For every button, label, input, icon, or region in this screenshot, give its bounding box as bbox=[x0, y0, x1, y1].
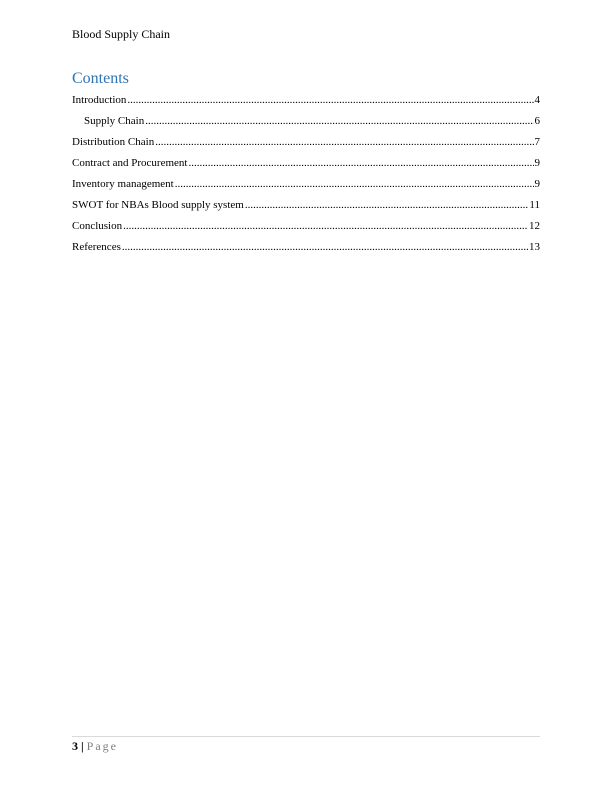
footer-page-word: Page bbox=[86, 739, 118, 753]
toc-entry-references[interactable] bbox=[72, 237, 540, 258]
toc-dot-leader bbox=[123, 216, 528, 237]
toc-entry-page: 9 bbox=[534, 157, 540, 169]
toc-dot-leader bbox=[145, 111, 533, 132]
toc-entry-introduction[interactable] bbox=[72, 90, 540, 111]
toc-entry-label: Distribution Chain bbox=[72, 136, 155, 148]
toc-dot-leader bbox=[155, 132, 533, 153]
toc-entry-page: 7 bbox=[534, 136, 540, 148]
toc-entry-label: Introduction bbox=[72, 94, 127, 106]
toc-entry-page: 4 bbox=[534, 94, 540, 106]
toc-dot-leader bbox=[245, 195, 529, 216]
toc-entry-label: Contract and Procurement bbox=[72, 157, 188, 169]
toc-dot-leader bbox=[175, 174, 534, 195]
toc-entry-contract-and-procurement[interactable] bbox=[72, 153, 540, 174]
toc-entry-page: 13 bbox=[529, 241, 540, 253]
toc-entry-label: Supply Chain bbox=[84, 115, 145, 127]
toc-entry-page: 9 bbox=[534, 178, 540, 190]
toc-entry-page: 6 bbox=[534, 115, 540, 127]
toc-entry-distribution-chain[interactable] bbox=[72, 132, 540, 153]
footer-separator: | bbox=[81, 739, 84, 753]
toc-entry-page: 11 bbox=[529, 199, 540, 211]
toc-entry-label: References bbox=[72, 241, 121, 253]
running-header: Blood Supply Chain bbox=[72, 27, 171, 41]
toc-entry-page: 12 bbox=[529, 220, 540, 232]
footer-divider bbox=[72, 736, 540, 737]
page-footer bbox=[72, 739, 118, 754]
toc-heading: Contents bbox=[72, 70, 129, 87]
toc-entry-label: SWOT for NBAs Blood supply system bbox=[72, 199, 244, 211]
toc-entry-inventory-management[interactable] bbox=[72, 174, 540, 195]
toc-entry-label: Conclusion bbox=[72, 220, 123, 232]
table-of-contents bbox=[72, 90, 540, 258]
toc-entry-label: Inventory management bbox=[72, 178, 174, 190]
toc-entry-supply-chain[interactable] bbox=[72, 111, 540, 132]
footer-page-number: 3 bbox=[72, 739, 78, 753]
toc-dot-leader bbox=[122, 237, 528, 258]
toc-dot-leader bbox=[127, 90, 533, 111]
toc-entry-swot[interactable] bbox=[72, 195, 540, 216]
toc-entry-conclusion[interactable] bbox=[72, 216, 540, 237]
toc-dot-leader bbox=[188, 153, 533, 174]
